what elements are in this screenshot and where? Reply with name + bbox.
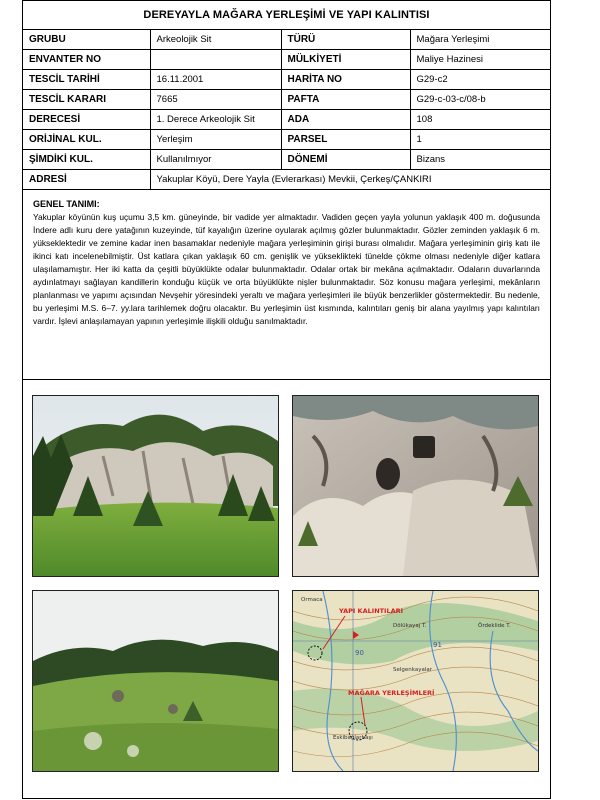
info-value: G29-c2 [410, 70, 550, 90]
info-row [23, 110, 550, 130]
info-key: TÜRÜ [281, 30, 410, 50]
address-label: ADRESİ [23, 170, 150, 190]
info-table [23, 30, 550, 190]
info-value: 1 [410, 130, 550, 150]
rock-formation-photo [32, 395, 279, 577]
info-value: 108 [410, 110, 550, 130]
info-key: PARSEL [281, 130, 410, 150]
sheet-title: DEREYAYLA MAĞARA YERLEŞİMİ VE YAPI KALINTISI [23, 1, 550, 30]
map-label-ruins: YAPI KALINTILARI [339, 607, 404, 615]
info-key: DERECESİ [23, 110, 150, 130]
info-key: DÖNEMİ [281, 150, 410, 170]
info-key: HARİTA NO [281, 70, 410, 90]
info-value: Mağara Yerleşimi [410, 30, 550, 50]
map-place-dolukayaj: Dölükayaj T. [393, 623, 427, 629]
map-place-ormaca: Ormaca [301, 597, 323, 603]
address-value: Yakuplar Köyü, Dere Yayla (Evlerarkası) Mevkii, Çerkeş/ÇANKIRI [150, 170, 550, 190]
info-row [23, 50, 550, 70]
description-text: Yakuplar köyünün kuş uçumu 3,5 km. güneyinde, bir vadide yer almaktadır. Vadiden geçen yayla yolunun yaklaşık 400 m. doğusunda İndere adlı kuru dere yatağının kuzeyinde, tüf kayalığın üzerine oyularak açılmış gözler bulunmaktadır. Gözler zeminden yaklaşık 6 m. yükseklektedir ve zemine kadar inen basamaklar nedeniyle mağara yerleşiminin girişi burası olmalıdır. Mağara yerleşiminin giriş katı ile ikinci katı incelenebilmiştir. Üst katlara çıkan yaklaşık 60 cm. genişlik ve yükseklikteki tünelde çökme olması nedeniyle diğer katlara ulaşılamamıştır. Her iki katta da çeşitli büyüklükte odalar bulunmaktadır. Odalar ortak bir mekâna açılmaktadır. Odaların duvarlarında aydınlatmayı sağlayan kandillerin konduğu küçük ve orta büyüklükte nişler bulunmaktadır. Söz konusu mağara yerleşimi, mekânların planlanması ve yapımı açısından Nevşehir yöresindeki yeraltı ve mağara yerleşimleri ile büyük benzerlikler göstermektedir. Bu nedenle, bu yerleşimi M.S. 6–7. yy.lara tarihlemek doğru olacaktır. Bu yerleşimin üst kısmında, kalıntıları geniş bir alana yayılmış yapı kalıntıları vardır. İşlevi anlaşılamayan yapının yerleşimle ilişkili olduğu sanılmaktadır. [33, 212, 540, 326]
info-value: Maliye Hazinesi [410, 50, 550, 70]
info-value: Yerleşim [150, 130, 281, 150]
info-key: ŞİMDİKİ KUL. [23, 150, 150, 170]
info-key: MÜLKİYETİ [281, 50, 410, 70]
info-value: Bizans [410, 150, 550, 170]
topographic-map [292, 590, 539, 772]
info-key: TESCİL TARİHİ [23, 70, 150, 90]
map-place-eskibaglarbasi: Eskibağlarbaşı [333, 735, 373, 741]
info-value: 1. Derece Arkeolojik Sit [150, 110, 281, 130]
description-heading: GENEL TANIMI: [33, 199, 100, 209]
info-key: GRUBU [23, 30, 150, 50]
info-value: 7665 [150, 90, 281, 110]
hill-photo [32, 590, 279, 772]
info-key: TESCİL KARARI [23, 90, 150, 110]
info-value: Arkeolojik Sit [150, 30, 281, 50]
info-row [23, 30, 550, 50]
info-value: 16.11.2001 [150, 70, 281, 90]
info-key: ORİJİNAL KUL. [23, 130, 150, 150]
info-value: G29-c-03-c/08-b [410, 90, 550, 110]
map-place-selgenkayalar: Selgenkayalar [393, 667, 433, 673]
info-value [150, 50, 281, 70]
inventory-sheet [22, 0, 551, 799]
info-row [23, 70, 550, 90]
address-row [23, 170, 550, 190]
photo-panel [23, 380, 550, 797]
map-grid-91: 91 [433, 641, 442, 649]
info-row [23, 90, 550, 110]
info-value: Kullanılmıyor [150, 150, 281, 170]
info-key: ENVANTER NO [23, 50, 150, 70]
map-place-ordeklide: Ördeklide T. [478, 623, 511, 629]
info-row [23, 150, 550, 170]
general-description [23, 190, 550, 380]
map-grid-90: 90 [355, 649, 364, 657]
map-label-cave: MAĞARA YERLEŞİMLERİ [348, 689, 435, 697]
info-key: PAFTA [281, 90, 410, 110]
info-key: ADA [281, 110, 410, 130]
info-row [23, 130, 550, 150]
cave-openings-photo [292, 395, 539, 577]
